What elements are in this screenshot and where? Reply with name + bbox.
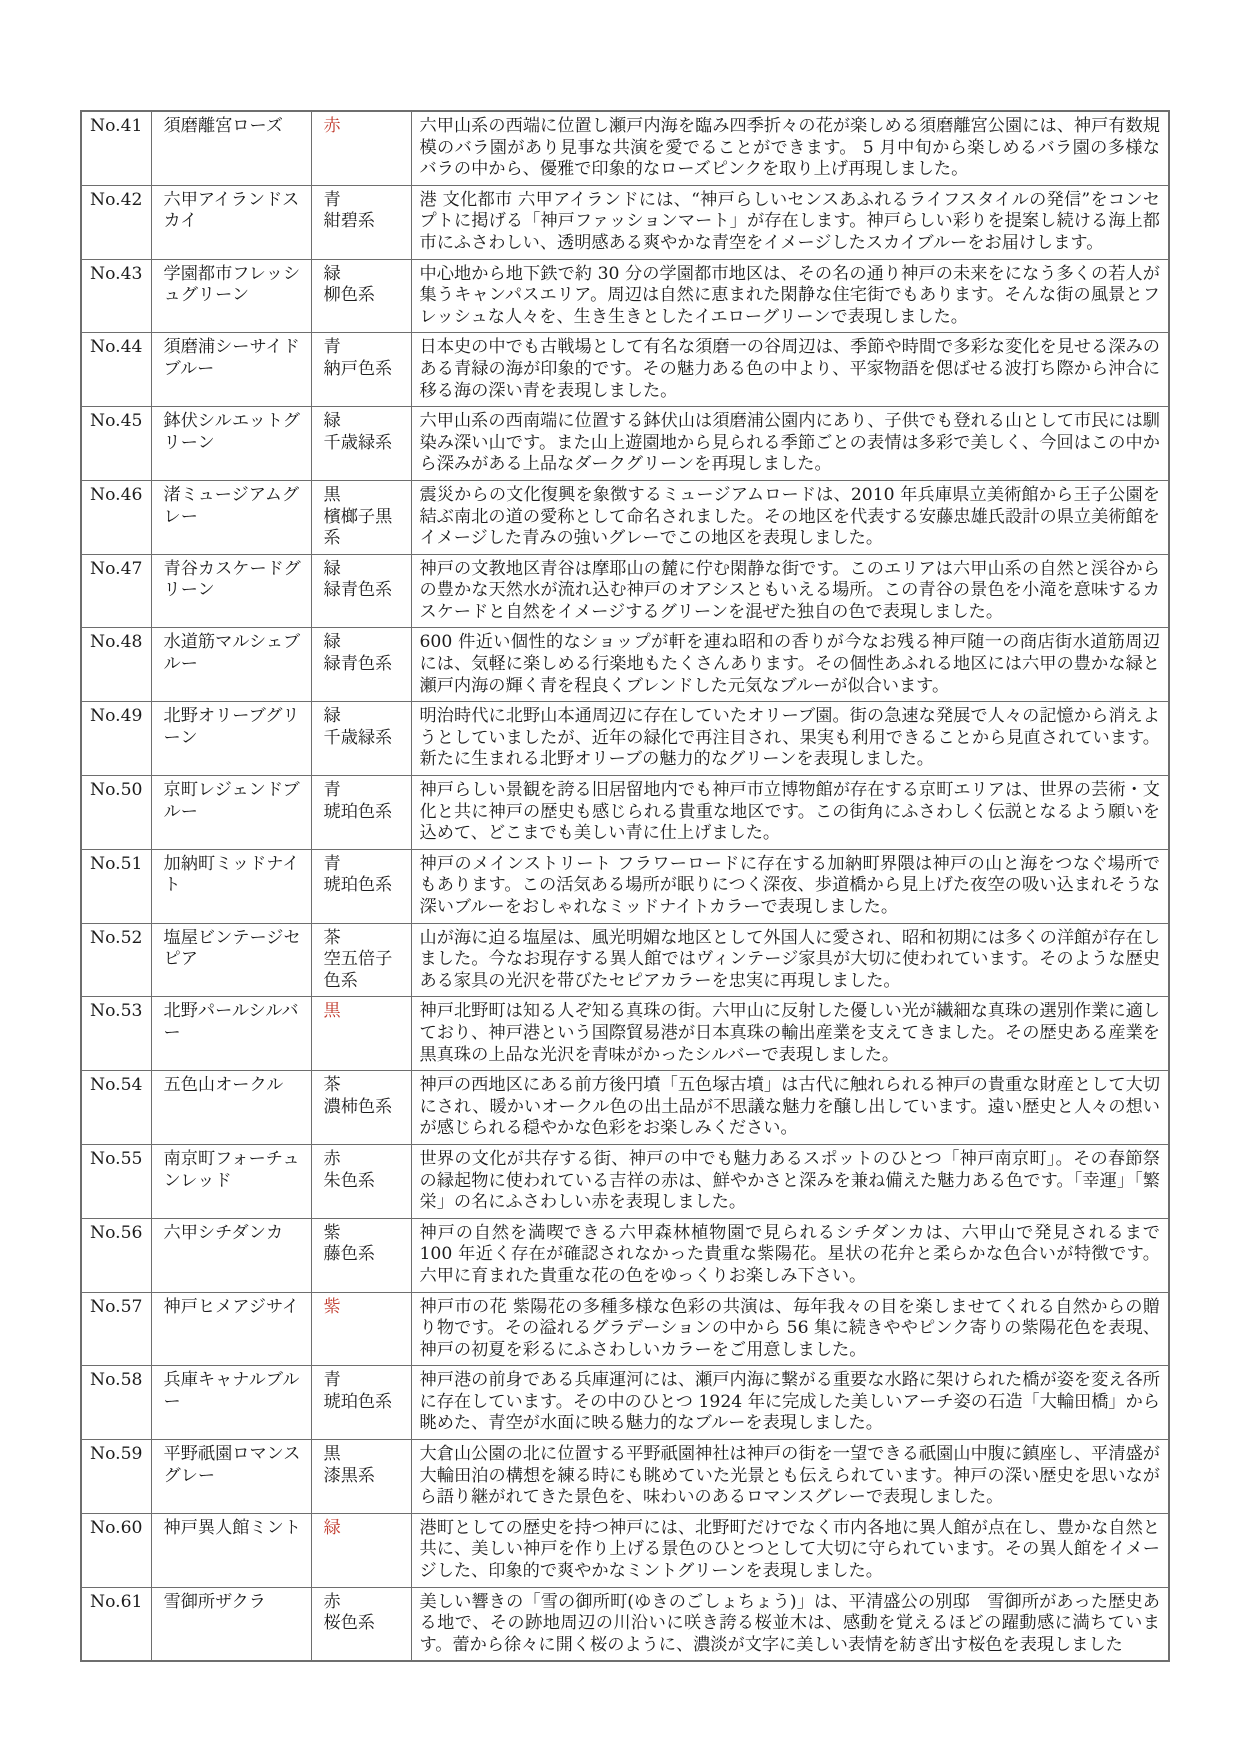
color-description: 神戸市の花 紫陽花の多種多様な色彩の共演は、毎年我々の目を楽しませてくれる自然からの贈り物です。その溢れるグラデーションの中から 56 集に続きややピンク寄りの紫陽花色を表現、神戸の初夏を彩るにふさわしいカラーをご用意しました。 <box>419 1296 1160 1360</box>
row-number: No.44 <box>81 333 151 407</box>
color-category-cell <box>311 185 411 259</box>
color-category-sub: 柳色系 <box>323 285 376 306</box>
color-category-main: 紫 <box>323 1222 341 1243</box>
color-category-sub: 空五倍子色系 <box>323 949 393 991</box>
row-number: No.45 <box>81 407 151 481</box>
color-description: 六甲山系の西南端に位置する鉢伏山は須磨浦公園内にあり、子供でも登れる山として市民には馴染み深い山です。また山上遊園地から見られる季節ごとの表情は多彩で美しく、今回はこの中から深みがある上品なダークグリーンを再現しました。 <box>419 411 1160 475</box>
color-name: 五色山オークル <box>151 1071 311 1145</box>
color-category-main: 緑 <box>323 706 341 727</box>
table-row <box>81 628 1169 702</box>
color-category-main: 紫 <box>323 1296 341 1317</box>
color-category-sub: 藤色系 <box>323 1244 376 1265</box>
color-category-main: 青 <box>323 337 341 358</box>
color-category-main: 赤 <box>323 116 341 136</box>
color-category-main: 黒 <box>323 484 341 505</box>
table-row <box>81 997 1169 1071</box>
color-description: 神戸北野町は知る人ぞ知る真珠の街。六甲山に反射した優しい光が繊細な真珠の選別作業に適しており、神戸港という国際貿易港が日本真珠の輸出産業を支えてきました。その歴史ある産業を黒真珠の上品な光沢を青味がかったシルバーで表現しました。 <box>419 1001 1160 1065</box>
color-description-cell <box>411 628 1169 702</box>
table-row <box>81 480 1169 554</box>
color-category-sub: 朱色系 <box>323 1170 376 1191</box>
color-name: 須磨離宮ローズ <box>151 111 311 185</box>
row-number: No.52 <box>81 923 151 997</box>
table-row <box>81 407 1169 481</box>
row-number: No.61 <box>81 1587 151 1661</box>
color-category-cell <box>311 997 411 1071</box>
color-category-cell <box>311 333 411 407</box>
color-category-sub: 漆黒系 <box>323 1465 376 1486</box>
color-description: 港町としての歴史を持つ神戸には、北野町だけでなく市内各地に異人館が点在し、豊かな自然と共に、美しい神戸を作り上げる景色のひとつとして大切に守られています。その異人館をイメージした、印象的で爽やかなミントグリーンを表現しました。 <box>419 1517 1160 1582</box>
color-description-cell <box>411 1440 1169 1514</box>
color-description: 世界の文化が共存する街、神戸の中でも魅力あるスポットのひとつ「神戸南京町」。その春節祭の縁起物に使われている吉祥の赤は、鮮やかさと深みを兼ね備えた魅力ある色です。「幸運」「繁栄」の名にふさわしい赤を表現しました。 <box>419 1148 1160 1213</box>
color-name: 南京町フォーチュンレッド <box>151 1144 311 1218</box>
color-category-sub: 琥珀色系 <box>323 875 393 896</box>
color-category-cell <box>311 776 411 850</box>
color-category-main: 緑 <box>323 411 341 432</box>
color-description-cell <box>411 1218 1169 1292</box>
color-category-main: 茶 <box>323 1075 341 1096</box>
color-name: 京町レジェンドブルー <box>151 776 311 850</box>
color-category-cell <box>311 259 411 333</box>
table-row <box>81 333 1169 407</box>
color-description: 神戸のメインストリート フラワーロードに存在する加納町界隈は神戸の山と海をつなぐ場所でもあります。この活気ある場所が眠りにつく深夜、歩道橋から見上げた夜空の吸い込まれそうな深いブルーをおしゃれなミッドナイトカラーで表現しました。 <box>419 853 1160 917</box>
color-category-sub: 緑青色系 <box>323 654 393 675</box>
table-row <box>81 1292 1169 1366</box>
color-name: 加納町ミッドナイト <box>151 849 311 923</box>
row-number: No.41 <box>81 111 151 185</box>
color-category-main: 緑 <box>323 263 341 284</box>
table-row <box>81 776 1169 850</box>
row-number: No.56 <box>81 1218 151 1292</box>
color-category-main: 黒 <box>323 1001 341 1022</box>
color-name: 六甲シチダンカ <box>151 1218 311 1292</box>
color-category-cell <box>311 554 411 628</box>
table-row <box>81 1144 1169 1218</box>
color-category-cell <box>311 1144 411 1218</box>
color-category-sub: 納戸色系 <box>323 358 393 379</box>
color-description: 明治時代に北野山本通周辺に存在していたオリーブ園。街の急速な発展で人々の記憶から消えようとしていましたが、近年の緑化で再注目され、果実も利用できることから見直されています。新たに生まれる北野オリーブの魅力的なグリーンを表現しました。 <box>419 706 1160 770</box>
color-name: 渚ミュージアムグレー <box>151 480 311 554</box>
color-description: 神戸の文教地区青谷は摩耶山の麓に佇む閑静な街です。このエリアは六甲山系の自然と渓谷からの豊かな天然水が流れ込む神戸のオアシスともいえる場所。この青谷の景色を小滝を意味するカスケードと自然をイメージするグリーンを混ぜた独自の色で表現しました。 <box>419 558 1160 622</box>
table-row <box>81 259 1169 333</box>
color-description-cell <box>411 259 1169 333</box>
color-description: 震災からの文化復興を象徴するミュージアムロードは、2010 年兵庫県立美術館から王子公園を結ぶ南北の道の愛称として命名されました。その地区を代表する安藤忠雄氏設計の県立美術館をイメージした青みの強いグレーでこの地区を表現しました。 <box>419 484 1160 549</box>
color-name: 兵庫キャナルブルー <box>151 1366 311 1440</box>
color-name: 神戸異人館ミント <box>151 1513 311 1587</box>
color-table-body <box>81 111 1169 1661</box>
color-description-cell <box>411 849 1169 923</box>
color-description-cell <box>411 1587 1169 1661</box>
color-name: 北野パールシルバー <box>151 997 311 1071</box>
color-category-sub: 緑青色系 <box>323 580 393 601</box>
color-description-cell <box>411 776 1169 850</box>
color-description: 神戸港の前身である兵庫運河には、瀬戸内海に繋がる重要な水路に架けられた橋が姿を変え各所に存在しています。その中のひとつ 1924 年に完成した美しいアーチ姿の石造「大輪田橋」から眺めた、青空が水面に映る魅力的なブルーを表現しました。 <box>419 1370 1160 1434</box>
color-category-cell <box>311 1513 411 1587</box>
color-description-cell <box>411 1292 1169 1366</box>
color-description: 神戸らしい景観を誇る旧居留地内でも神戸市立博物館が存在する京町エリアは、世界の芸術・文化と共に神戸の歴史も感じられる貴重な地区です。この街角にふさわしく伝説となるよう願いを込めて、どこまでも美しい青に仕上げました。 <box>419 780 1160 844</box>
color-category-sub: 千歳緑系 <box>323 727 393 748</box>
color-category-sub: 檳榔子黒系 <box>323 506 393 549</box>
color-description-cell <box>411 480 1169 554</box>
color-name: 平野祇園ロマンスグレー <box>151 1440 311 1514</box>
color-description: 神戸の西地区にある前方後円墳「五色塚古墳」は古代に触れられる神戸の貴重な財産として大切にされ、暖かいオークル色の出土品が不思議な魅力を醸し出しています。遠い歴史と人々の想いが感じられる穏やかな色彩をお楽しみください。 <box>419 1075 1160 1139</box>
color-name: 雪御所ザクラ <box>151 1587 311 1661</box>
color-description-cell <box>411 333 1169 407</box>
row-number: No.53 <box>81 997 151 1071</box>
color-description-cell <box>411 111 1169 185</box>
color-category-cell <box>311 480 411 554</box>
color-description-cell <box>411 185 1169 259</box>
table-row <box>81 1071 1169 1145</box>
table-row <box>81 1218 1169 1292</box>
color-category-cell <box>311 407 411 481</box>
row-number: No.58 <box>81 1366 151 1440</box>
color-description: 六甲山系の西端に位置し瀬戸内海を臨み四季折々の花が楽しめる須磨離宮公園には、神戸有数規模のバラ園があり見事な共演を愛でることができます。 5 月中旬から楽しめるバラ園の多様なバラの中から、優雅で印象的なローズピンクを取り上げ再現しました。 <box>419 116 1160 180</box>
color-name: 水道筋マルシェブルー <box>151 628 311 702</box>
color-category-cell <box>311 923 411 997</box>
row-number: No.46 <box>81 480 151 554</box>
color-category-main: 緑 <box>323 632 341 653</box>
color-description: 港 文化都市 六甲アイランドには、“神戸らしいセンスあふれるライフスタイルの発信”をコンセプトに掲げる「神戸ファッションマート」が存在します。神戸らしい彩りを提案し続ける海上都市にふさわしい、透明感ある爽やかな青空をイメージしたスカイブルーをお届けします。 <box>419 189 1160 253</box>
color-name: 塩屋ビンテージセピア <box>151 923 311 997</box>
color-category-sub: 濃柿色系 <box>323 1096 393 1117</box>
color-category-cell <box>311 1292 411 1366</box>
table-row <box>81 702 1169 776</box>
color-category-cell <box>311 1071 411 1145</box>
row-number: No.51 <box>81 849 151 923</box>
color-description: 大倉山公園の北に位置する平野祇園神社は神戸の街を一望できる祇園山中腹に鎮座し、平清盛が大輪田泊の構想を練る時にも眺めていた光景とも伝えられています。神戸の深い歴史を思いながら語り継がれてきた景色を、味わいのあるロマンスグレーで表現しました。 <box>419 1444 1160 1508</box>
color-category-main: 青 <box>323 1370 341 1391</box>
color-category-sub: 千歳緑系 <box>323 432 393 453</box>
row-number: No.48 <box>81 628 151 702</box>
color-description: 600 件近い個性的なショップが軒を連ね昭和の香りが今なお残る神戸随一の商店街水道筋周辺には、気軽に楽しめる行楽地もたくさんあります。その個性あふれる地区には六甲の豊かな緑と瀬戸内海の輝く青を程良くブレンドした元気なブルーが似合います。 <box>419 632 1160 696</box>
table-row <box>81 1587 1169 1661</box>
color-description: 美しい響きの「雪の御所町(ゆきのごしょちょう)」は、平清盛公の別邸 雪御所があった歴史ある地で、その跡地周辺の川沿いに咲き誇る桜並木は、感動を覚えるほどの躍動感に満ちています。蕾から徐々に開く桜のように、濃淡が文字に美しい表情を紡ぎ出す桜色を表現しました <box>419 1591 1160 1655</box>
row-number: No.42 <box>81 185 151 259</box>
color-category-sub: 琥珀色系 <box>323 1391 393 1412</box>
color-name: 鉢伏シルエットグリーン <box>151 407 311 481</box>
table-row <box>81 923 1169 997</box>
color-name: 六甲アイランドスカイ <box>151 185 311 259</box>
color-category-cell <box>311 111 411 185</box>
color-category-main: 青 <box>323 189 341 210</box>
row-number: No.49 <box>81 702 151 776</box>
color-description-cell <box>411 702 1169 776</box>
table-row <box>81 1366 1169 1440</box>
color-category-main: 青 <box>323 780 341 801</box>
color-category-cell <box>311 1440 411 1514</box>
row-number: No.50 <box>81 776 151 850</box>
row-number: No.47 <box>81 554 151 628</box>
color-category-main: 青 <box>323 853 341 874</box>
color-name: 神戸ヒメアジサイ <box>151 1292 311 1366</box>
table-row <box>81 111 1169 185</box>
color-category-cell <box>311 1587 411 1661</box>
color-category-cell <box>311 1218 411 1292</box>
color-description: 神戸の自然を満喫できる六甲森林植物園で見られるシチダンカは、六甲山で発見されるまで 100 年近く存在が確認されなかった貴重な紫陽花。星状の花弁と柔らかな色合いが特徴です。六甲に育まれた貴重な花の色をゆっくりお楽しみ下さい。 <box>419 1222 1160 1286</box>
color-name: 学園都市フレッシュグリーン <box>151 259 311 333</box>
color-name: 青谷カスケードグリーン <box>151 554 311 628</box>
row-number: No.59 <box>81 1440 151 1514</box>
row-number: No.57 <box>81 1292 151 1366</box>
row-number: No.43 <box>81 259 151 333</box>
kobe-color-table <box>80 110 1170 1662</box>
color-description: 山が海に迫る塩屋は、風光明媚な地区として外国人に愛され、昭和初期には多くの洋館が存在しました。今なお現存する異人館ではヴィンテージ家具が大切に使われています。そのような歴史ある家具の光沢を帯びたセピアカラーを忠実に再現しました。 <box>419 927 1160 991</box>
table-row <box>81 849 1169 923</box>
color-description-cell <box>411 554 1169 628</box>
color-category-cell <box>311 1366 411 1440</box>
table-row <box>81 1440 1169 1514</box>
color-description-cell <box>411 1144 1169 1218</box>
table-row <box>81 1513 1169 1587</box>
color-category-sub: 紺碧系 <box>323 211 376 232</box>
color-category-main: 赤 <box>323 1591 341 1612</box>
color-category-cell <box>311 849 411 923</box>
color-category-main: 緑 <box>323 1517 341 1538</box>
color-category-main: 赤 <box>323 1148 341 1169</box>
row-number: No.54 <box>81 1071 151 1145</box>
color-description-cell <box>411 1513 1169 1587</box>
color-category-cell <box>311 702 411 776</box>
row-number: No.60 <box>81 1513 151 1587</box>
table-row <box>81 554 1169 628</box>
color-category-main: 黒 <box>323 1444 341 1465</box>
color-description: 中心地から地下鉄で約 30 分の学園都市地区は、その名の通り神戸の未来をになう多くの若人が集うキャンパスエリア。周辺は自然に恵まれた閑静な住宅街でもあります。そんな街の風景とフレッシュな人々を、生き生きとしたイエローグリーンで表現しました。 <box>419 263 1160 327</box>
color-description-cell <box>411 1366 1169 1440</box>
color-description-cell <box>411 997 1169 1071</box>
color-category-cell <box>311 628 411 702</box>
color-category-sub: 桜色系 <box>323 1613 376 1634</box>
color-name: 北野オリーブグリーン <box>151 702 311 776</box>
color-description-cell <box>411 407 1169 481</box>
table-row <box>81 185 1169 259</box>
color-description: 日本史の中でも古戦場として有名な須磨一の谷周辺は、季節や時間で多彩な変化を見せる深みのある青緑の海が印象的です。その魅力ある色の中より、平家物語を偲ばせる波打ち際から沖合に移る海の深い青を表現しました。 <box>419 337 1160 401</box>
color-category-sub: 琥珀色系 <box>323 801 393 822</box>
color-description-cell <box>411 1071 1169 1145</box>
color-name: 須磨浦シーサイドブルー <box>151 333 311 407</box>
color-description-cell <box>411 923 1169 997</box>
row-number: No.55 <box>81 1144 151 1218</box>
color-category-main: 茶 <box>323 927 341 948</box>
color-category-main: 緑 <box>323 558 341 579</box>
